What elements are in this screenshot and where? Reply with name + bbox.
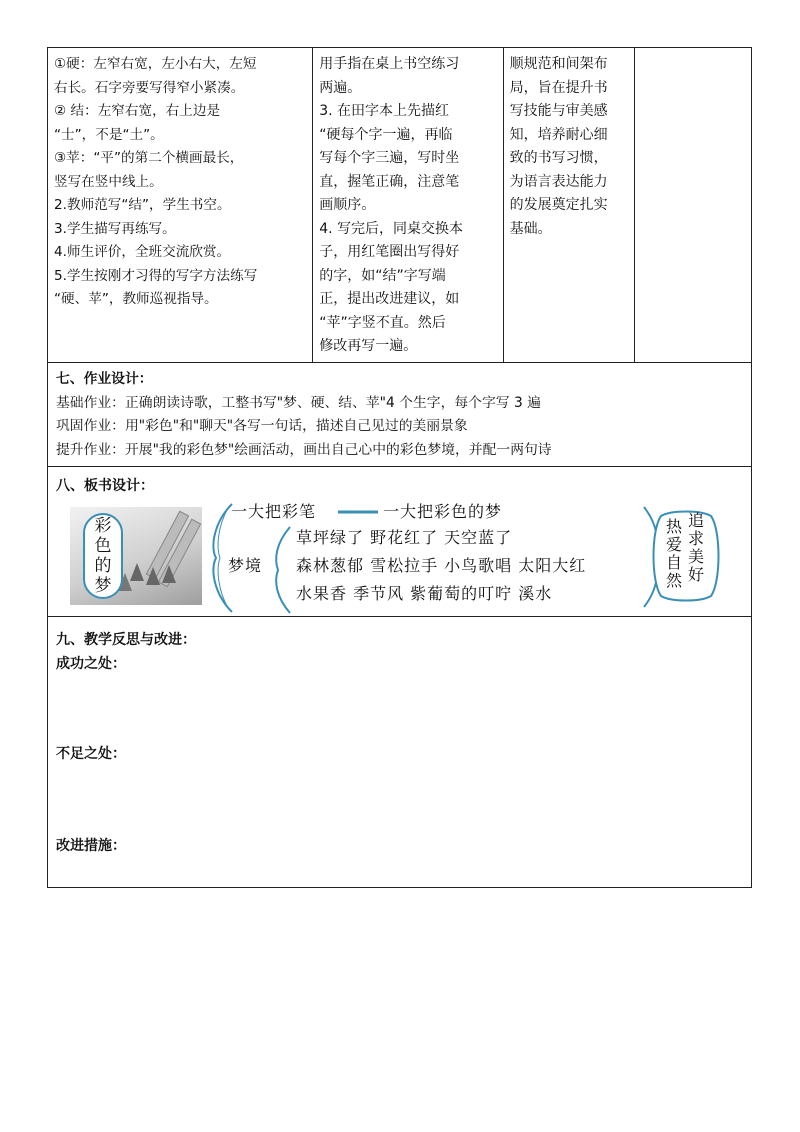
table-line: 2.教师范写“结”，学生书空。 bbox=[54, 197, 231, 213]
table-line: 的字，如“结”字写端 bbox=[319, 267, 446, 284]
table-line: 两遍。 bbox=[319, 79, 362, 96]
right-char: 自 bbox=[665, 553, 682, 572]
table-line: 子，用红笔圈出写得好 bbox=[319, 244, 460, 260]
table-line: ② 结：左窄右宽，右上边是 bbox=[54, 103, 221, 119]
right-char: 求 bbox=[687, 529, 704, 548]
colorful-dream-illustration bbox=[70, 507, 202, 605]
success-label: 成功之处： bbox=[56, 656, 126, 672]
photo-label-char: 色 bbox=[94, 536, 112, 556]
table-line: 竖写在竖中线上。 bbox=[54, 173, 163, 190]
board-top-left: 一大把彩笔 bbox=[231, 502, 317, 521]
dream-label: 梦境 bbox=[228, 556, 263, 575]
empty-column bbox=[635, 48, 751, 362]
photo-label-char: 梦 bbox=[94, 576, 112, 596]
teacher-activity-column bbox=[48, 48, 313, 362]
teaching-process-table bbox=[47, 47, 752, 363]
homework-section bbox=[47, 363, 752, 467]
board-design-section bbox=[47, 467, 752, 617]
board-row-3: 水果香 季节风 紫葡萄的叮咛 溪水 bbox=[296, 584, 553, 603]
homework-consolidate: 巩固作业：用"彩色"和"聊天"各写一句话，描述自己见过的美丽景象 bbox=[56, 418, 468, 434]
connector-line bbox=[338, 509, 378, 515]
student-activity-column bbox=[313, 48, 503, 362]
tree-icon bbox=[162, 565, 176, 583]
board-design-title: 八、板书设计： bbox=[56, 478, 154, 494]
right-char: 追 bbox=[687, 511, 704, 530]
photo-label-char: 的 bbox=[94, 556, 112, 576]
photo-label bbox=[83, 513, 123, 599]
tree-icon bbox=[146, 567, 160, 585]
table-line: 正，提出改进建议，如 bbox=[319, 291, 460, 307]
table-line: 顺规范和间架布 bbox=[509, 56, 608, 72]
table-line: ①硬：左窄右宽，左小右大，左短 bbox=[54, 56, 257, 72]
inner-brace-icon bbox=[270, 525, 292, 615]
design-intent-column bbox=[504, 48, 636, 362]
table-line: 5.学生按刚才习得的写字方法练写 bbox=[54, 267, 258, 284]
table-line: 修改再写一遍。 bbox=[319, 338, 418, 354]
table-line: 4. 写完后，同桌交换本 bbox=[319, 220, 464, 237]
homework-advanced: 提升作业：开展"我的彩色梦"绘画活动，画出自己心中的彩色梦境，并配一两句诗 bbox=[56, 441, 552, 458]
board-row-1: 草坪绿了 野花红了 天空蓝了 bbox=[296, 528, 513, 547]
board-design bbox=[48, 467, 753, 617]
table-line: 知，培养耐心细 bbox=[509, 126, 608, 143]
homework-basic: 基础作业：正确朗读诗歌，工整书写"梦、硬、结、苹"4 个生字，每个字写 3 遍 bbox=[56, 394, 541, 411]
table-line: 用手指在桌上书空练习 bbox=[319, 56, 460, 72]
table-line: 为语言表达能力 bbox=[509, 173, 608, 190]
tree-icon bbox=[130, 563, 144, 581]
board-top-right: 一大把彩色的梦 bbox=[383, 502, 503, 521]
table-line: 致的书写习惯， bbox=[509, 150, 608, 166]
table-line: 画顺序。 bbox=[319, 197, 376, 213]
table-line: 写技能与审美感 bbox=[509, 103, 608, 119]
table-line: 4.师生评价，全班交流欣赏。 bbox=[54, 244, 231, 260]
reflection-title: 九、教学反思与改进： bbox=[56, 632, 196, 648]
shortcoming-label: 不足之处： bbox=[56, 746, 126, 762]
table-line: “硬每个字一遍，再临 bbox=[319, 126, 453, 143]
reflection-section bbox=[47, 617, 752, 888]
right-summary-tag bbox=[651, 510, 721, 602]
right-char: 美 bbox=[687, 547, 704, 566]
table-line: 写每个字三遍，写时坐 bbox=[319, 150, 460, 166]
right-char: 然 bbox=[665, 571, 682, 590]
homework-title: 七、作业设计： bbox=[56, 371, 153, 387]
table-line: “硬、苹”，教师巡视指导。 bbox=[54, 291, 218, 307]
right-char: 爱 bbox=[665, 535, 682, 554]
table-line: 右长。石字旁要写得窄小紧凑。 bbox=[54, 79, 245, 96]
board-row-2: 森林葱郁 雪松拉手 小鸟歌唱 太阳大红 bbox=[296, 556, 587, 575]
table-line: 基础。 bbox=[509, 220, 552, 237]
table-line: 3.学生描写再练写。 bbox=[54, 220, 176, 237]
table-line: 3. 在田字本上先描红 bbox=[319, 103, 450, 119]
right-char: 好 bbox=[687, 565, 704, 584]
table-line: “士”，不是“土”。 bbox=[54, 126, 164, 143]
table-line: “苹”字竖不直。然后 bbox=[319, 314, 446, 331]
photo-label-char: 彩 bbox=[94, 516, 112, 536]
table-line: 的发展奠定扎实 bbox=[509, 197, 608, 213]
table-line: 直，握笔正确，注意笔 bbox=[319, 173, 460, 190]
table-line: 局，旨在提升书 bbox=[509, 79, 608, 96]
improvement-label: 改进措施： bbox=[56, 838, 126, 854]
table-line: ③苹：“平”的第二个横画最长， bbox=[54, 150, 244, 166]
right-char: 热 bbox=[665, 517, 682, 536]
